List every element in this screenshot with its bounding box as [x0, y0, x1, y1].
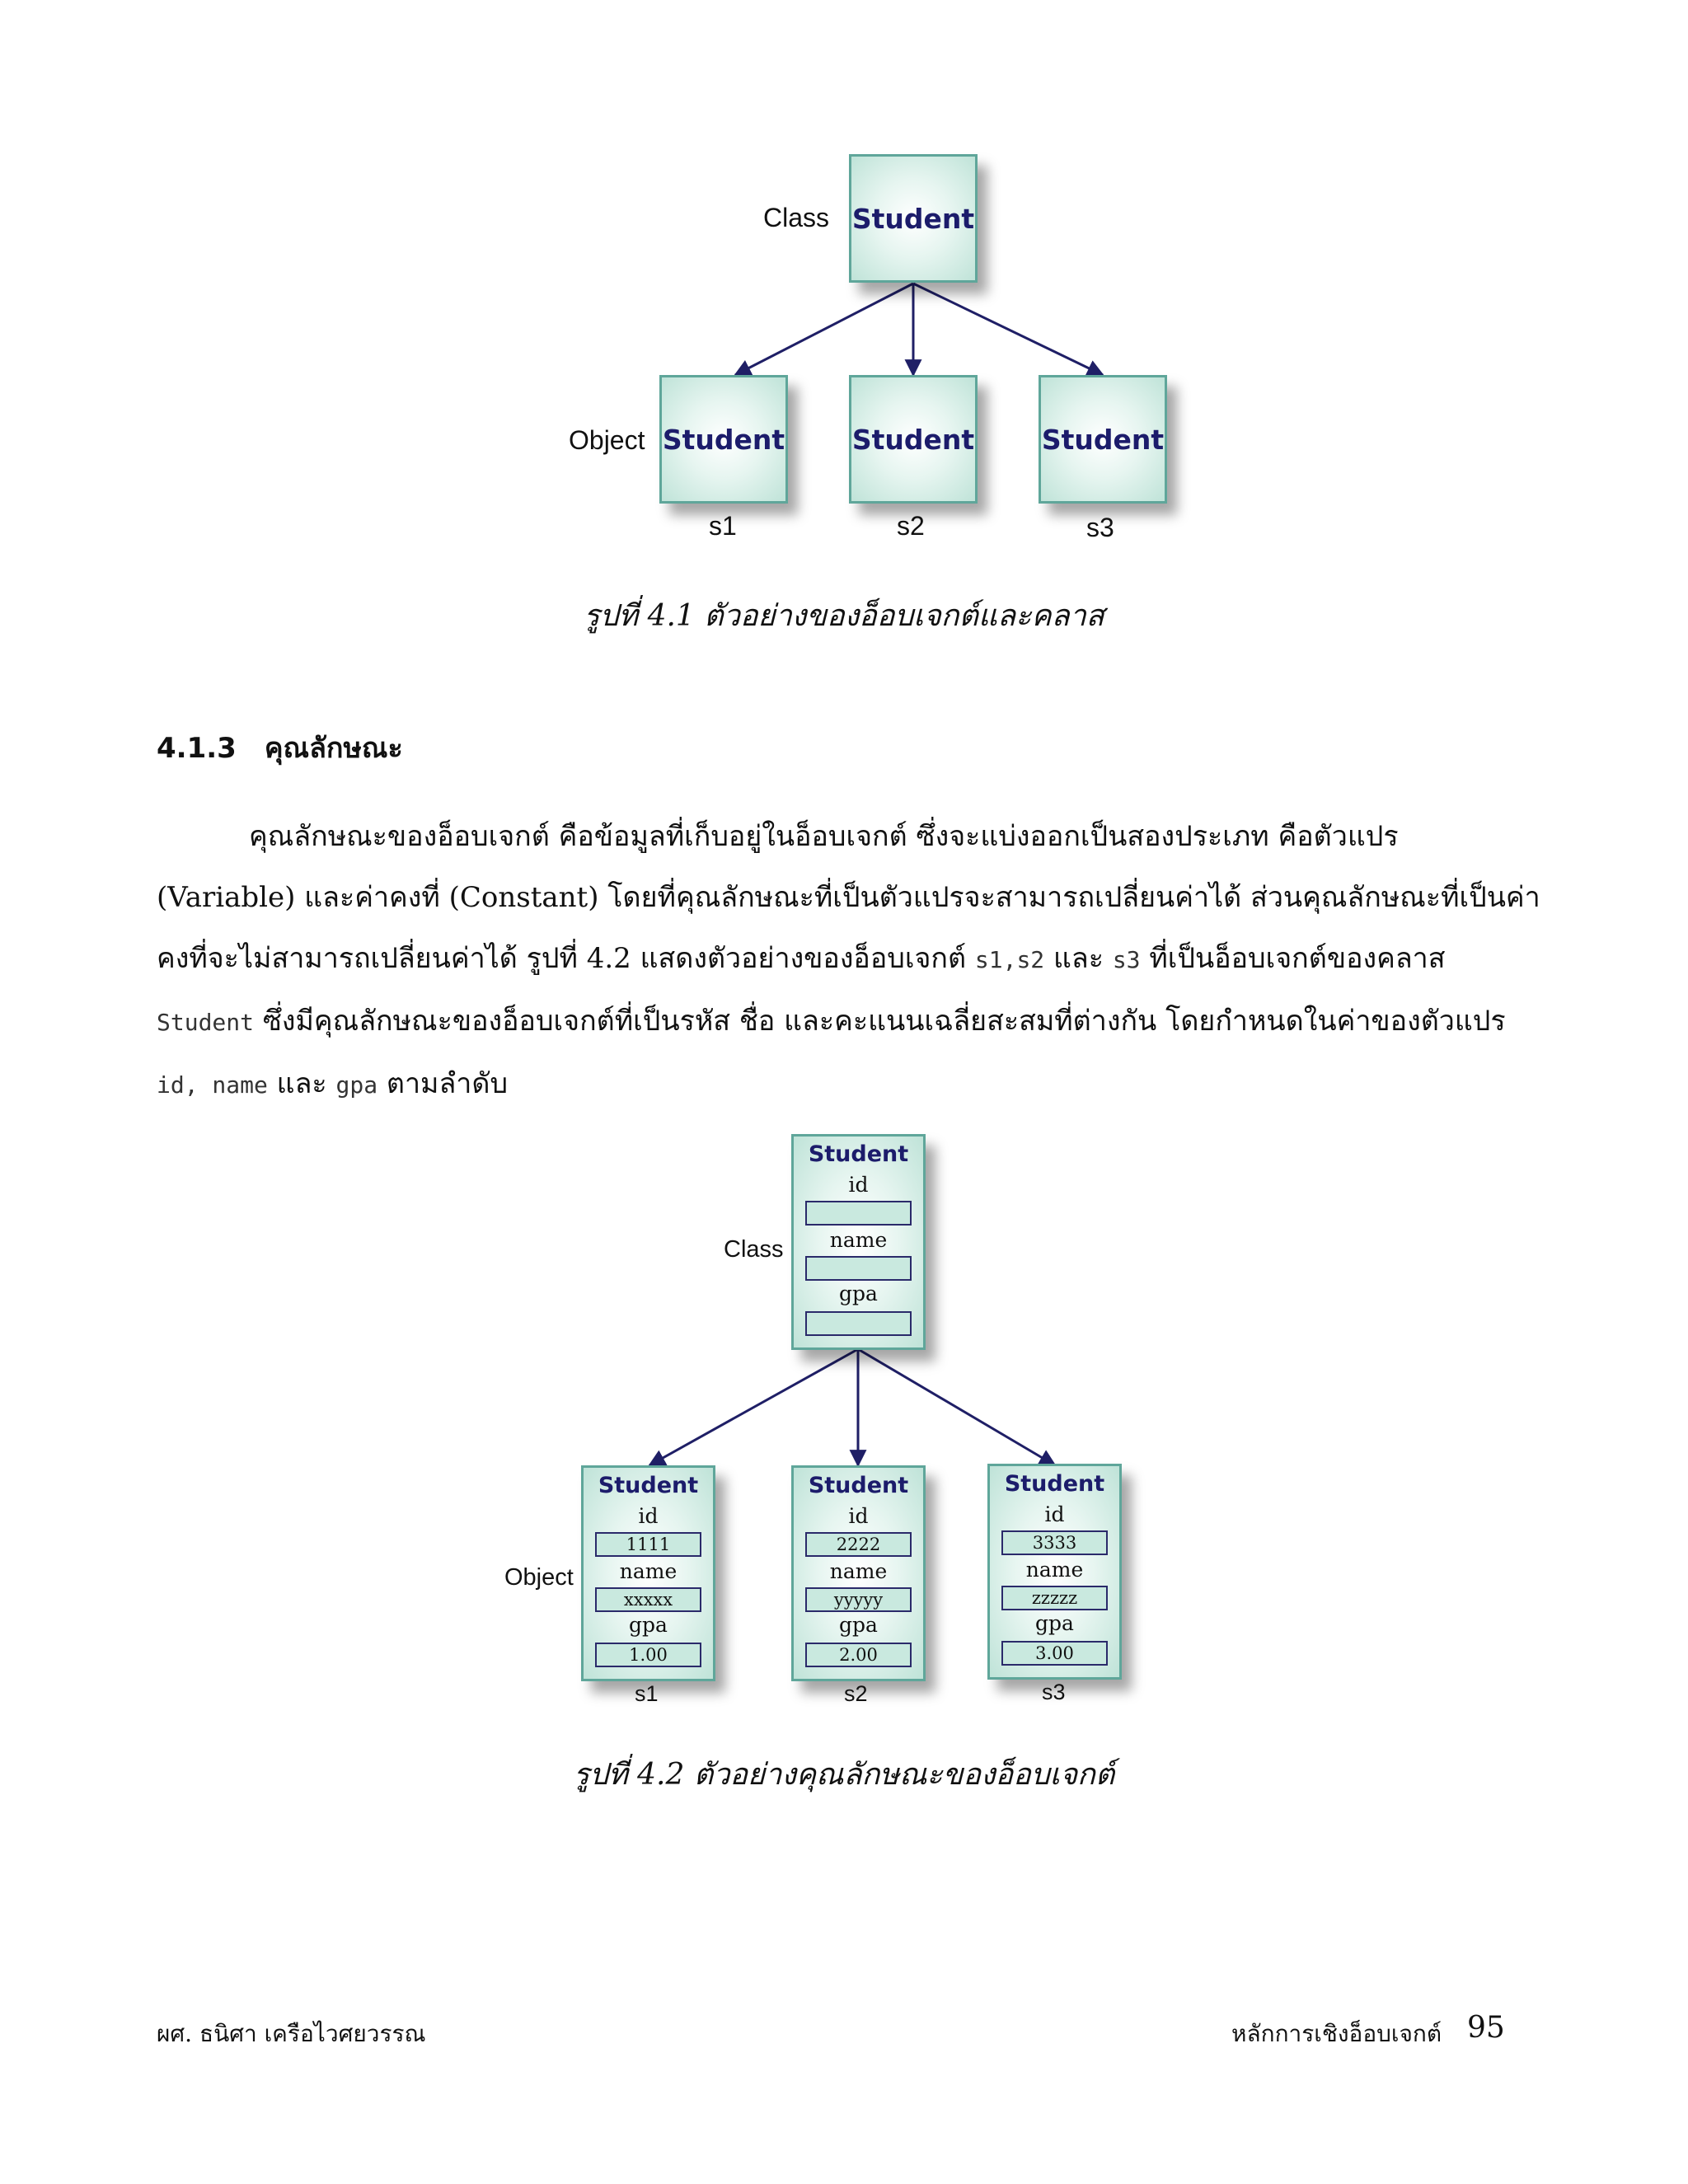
fig2-name-value: xxxxx [595, 1587, 701, 1612]
code-fields: id, name [157, 1071, 268, 1099]
fig1-object-box-s3 [1039, 375, 1167, 504]
fig2-gpa-label: gpa [629, 1613, 668, 1637]
fig2-class-box [791, 1134, 926, 1350]
paragraph-text: และ [1044, 942, 1113, 975]
fig1-object-title: Student [1041, 423, 1165, 456]
fig2-object-box-s3 [987, 1464, 1122, 1680]
footer-book-title: หลักการเชิงอ็อบเจกต์ [1231, 2020, 1442, 2047]
fig2-name-label: name [619, 1559, 678, 1583]
fig2-name-value: zzzzz [1001, 1586, 1108, 1610]
fig2-name-label: name [1025, 1558, 1084, 1582]
fig2-class-field-box [805, 1311, 912, 1336]
fig2-object-title: Student [598, 1473, 699, 1498]
section-heading [157, 725, 403, 770]
paragraph-line-3 [157, 928, 1525, 991]
fig2-object-label: Object [504, 1564, 574, 1591]
fig2-object-title: Student [1004, 1471, 1105, 1497]
fig2-object-title: Student [808, 1473, 909, 1498]
fig1-object-box-s2 [849, 375, 978, 504]
fig2-object-box-s2 [791, 1465, 926, 1681]
fig1-class-title: Student [851, 202, 975, 235]
paragraph-text: คุณลักษณะของอ็อบเจกต์ คือข้อมูลที่เก็บอยู่ในอ็อบเจกต์ ซึ่งจะแบ่งออกเป็นสองประเภท คือตัวแปร [249, 820, 1399, 853]
fig2-gpa-label: gpa [1035, 1611, 1074, 1635]
code-object-s3: s3 [1112, 946, 1141, 973]
paragraph-text: ที่เป็นอ็อบเจกต์ของคลาส [1140, 942, 1446, 975]
fig2-arrow-s3 [858, 1349, 1055, 1465]
fig2-gpa-label: gpa [839, 1613, 878, 1637]
fig1-object-box-s1 [659, 375, 788, 504]
fig1-arrow-s3 [913, 284, 1103, 375]
paragraph-line-4 [157, 991, 1525, 1053]
figure2-caption: รูปที่ 4.2 ตัวอย่างคุณลักษณะของอ็อบเจกต์ [573, 1758, 1115, 1792]
fig1-object-title: Student [662, 423, 785, 456]
fig1-class-box [849, 154, 978, 283]
fig1-object-name-s1: s1 [709, 511, 737, 541]
paragraph-text: ตามลำดับ [377, 1067, 509, 1100]
fig1-arrow-s1 [735, 284, 913, 375]
fig2-id-value: 1111 [595, 1532, 701, 1557]
fig2-class-field-box [805, 1201, 912, 1226]
fig2-class-field-label: name [829, 1228, 888, 1252]
paragraph-line-1 [157, 806, 1525, 867]
fig2-class-title: Student [808, 1141, 909, 1167]
fig1-object-name-s3: s3 [1086, 513, 1114, 542]
paragraph-text: (Variable) และค่าคงที่ (Constant) โดยที่คุณลักษณะที่เป็นตัวแปรจะสามารถเปลี่ยนค่าได้ ส่วนคุณลักษณะที่เป็นค่า [157, 881, 1540, 914]
fig2-arrow-s1 [649, 1349, 858, 1465]
paragraph-text: และ [267, 1067, 336, 1100]
fig2-name-label: name [829, 1559, 888, 1583]
fig2-class-field-label: gpa [839, 1282, 878, 1305]
page-number: 95 [1467, 2011, 1505, 2045]
paragraph-line-5 [157, 1053, 1525, 1116]
fig2-class-field-box [805, 1256, 912, 1281]
fig2-id-label: id [848, 1504, 869, 1528]
fig2-gpa-value: 2.00 [805, 1643, 912, 1667]
fig2-object-name-s1: s1 [635, 1681, 659, 1706]
code-field-gpa: gpa [335, 1071, 378, 1099]
fig2-object-name-s3: s3 [1042, 1680, 1066, 1704]
fig2-object-box-s1 [581, 1465, 715, 1681]
fig2-id-value: 3333 [1001, 1530, 1108, 1555]
fig2-class-field-label: id [848, 1173, 869, 1197]
fig2-id-label: id [638, 1504, 659, 1528]
fig2-gpa-value: 3.00 [1001, 1641, 1108, 1666]
body-paragraph [157, 806, 1540, 1116]
section-number: 4.1.3 [157, 732, 237, 765]
figure1-caption: รูปที่ 4.1 ตัวอย่างของอ็อบเจกต์และคลาส [584, 599, 1104, 633]
section-title: คุณลักษณะ [264, 732, 403, 765]
fig2-id-value: 2222 [805, 1532, 912, 1557]
fig1-object-title: Student [851, 423, 975, 456]
fig1-object-label: Object [569, 425, 645, 455]
fig2-object-name-s2: s2 [844, 1681, 868, 1706]
fig2-gpa-value: 1.00 [595, 1643, 701, 1667]
code-object-names: s1,s2 [974, 946, 1045, 973]
fig1-object-name-s2: s2 [897, 511, 925, 541]
paragraph-text: คงที่จะไม่สามารถเปลี่ยนค่าได้ รูปที่ 4.2 แสดงตัวอย่างของอ็อบเจกต์ [157, 942, 975, 975]
paragraph-line-2 [157, 867, 1540, 928]
fig2-class-label: Class [724, 1236, 784, 1263]
fig2-name-value: yyyyy [805, 1587, 912, 1612]
paragraph-text: ซึ่งมีคุณลักษณะของอ็อบเจกต์ที่เป็นรหัส ชื่อ และคะแนนเฉลี่ยสะสมที่ต่างกัน โดยกำหนดในค่าของตัวแปร [254, 1005, 1506, 1038]
fig1-class-label: Class [763, 203, 830, 232]
fig2-id-label: id [1044, 1502, 1065, 1526]
code-class-name: Student [157, 1009, 255, 1036]
footer-author: ผศ. ธนิศา เครือไวศยวรรณ [157, 2020, 426, 2047]
